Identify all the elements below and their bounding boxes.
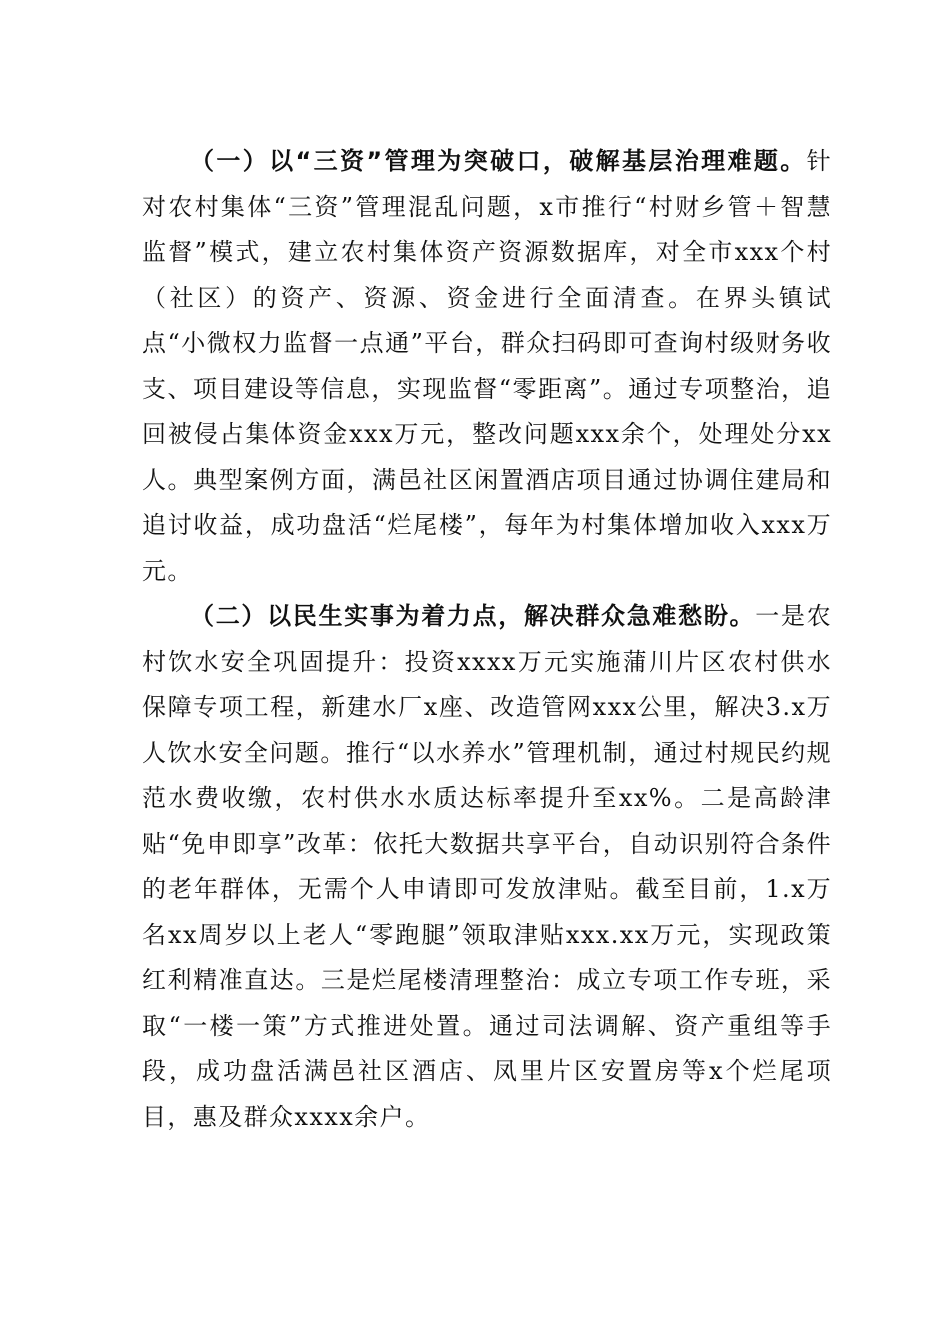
paragraph-2 [142, 594, 832, 1140]
paragraph-2-body: 一是农村饮水安全巩固提升：投资xxxx万元实施蒲川片区农村供水保障专项工程，新建水厂x座、改造管网xxx公里，解决3.x万人饮水安全问题。推行“以水养水”管理机制，通过村规民约规范水费收缴，农村供水水质达标率提升至xx%。二是高龄津贴“免申即享”改革：依托大数据共享平台，自动识别符合条件的老年群体，无需个人申请即可发放津贴。截至目前，1.x万名xx周岁以上老人“零跑腿”领取津贴xxx.xx万元，实现政策红利精准直达。三是烂尾楼清理整治：成立专项工作专班，采取“一楼一策”方式推进处置。通过司法调解、资产重组等手段，成功盘活满邑社区酒店、凤里片区安置房等x个烂尾项目，惠及群众xxxx余户。 [142, 602, 832, 1131]
paragraph-1-body: 针对农村集体“三资”管理混乱问题，x市推行“村财乡管＋智慧监督”模式，建立农村集体资产资源数据库，对全市xxx个村（社区）的资产、资源、资金进行全面清查。在界头镇试点“小微权力监督一点通”平台，群众扫码即可查询村级财务收支、项目建设等信息，实现监督“零距离”。通过专项整治，追回被侵占集体资金xxx万元，整改问题xxx余个，处理处分xx人。典型案例方面，满邑社区闲置酒店项目通过协调住建局和追讨收益，成功盘活“烂尾楼”，每年为村集体增加收入xxx万元。 [142, 147, 832, 585]
document-body [142, 139, 832, 1140]
paragraph-1-heading: （一）以“三资”管理为突破口，破解基层治理难题。 [190, 147, 807, 175]
paragraph-2-heading: （二）以民生实事为着力点，解决群众急难愁盼。 [190, 602, 756, 630]
paragraph-1 [142, 139, 832, 594]
